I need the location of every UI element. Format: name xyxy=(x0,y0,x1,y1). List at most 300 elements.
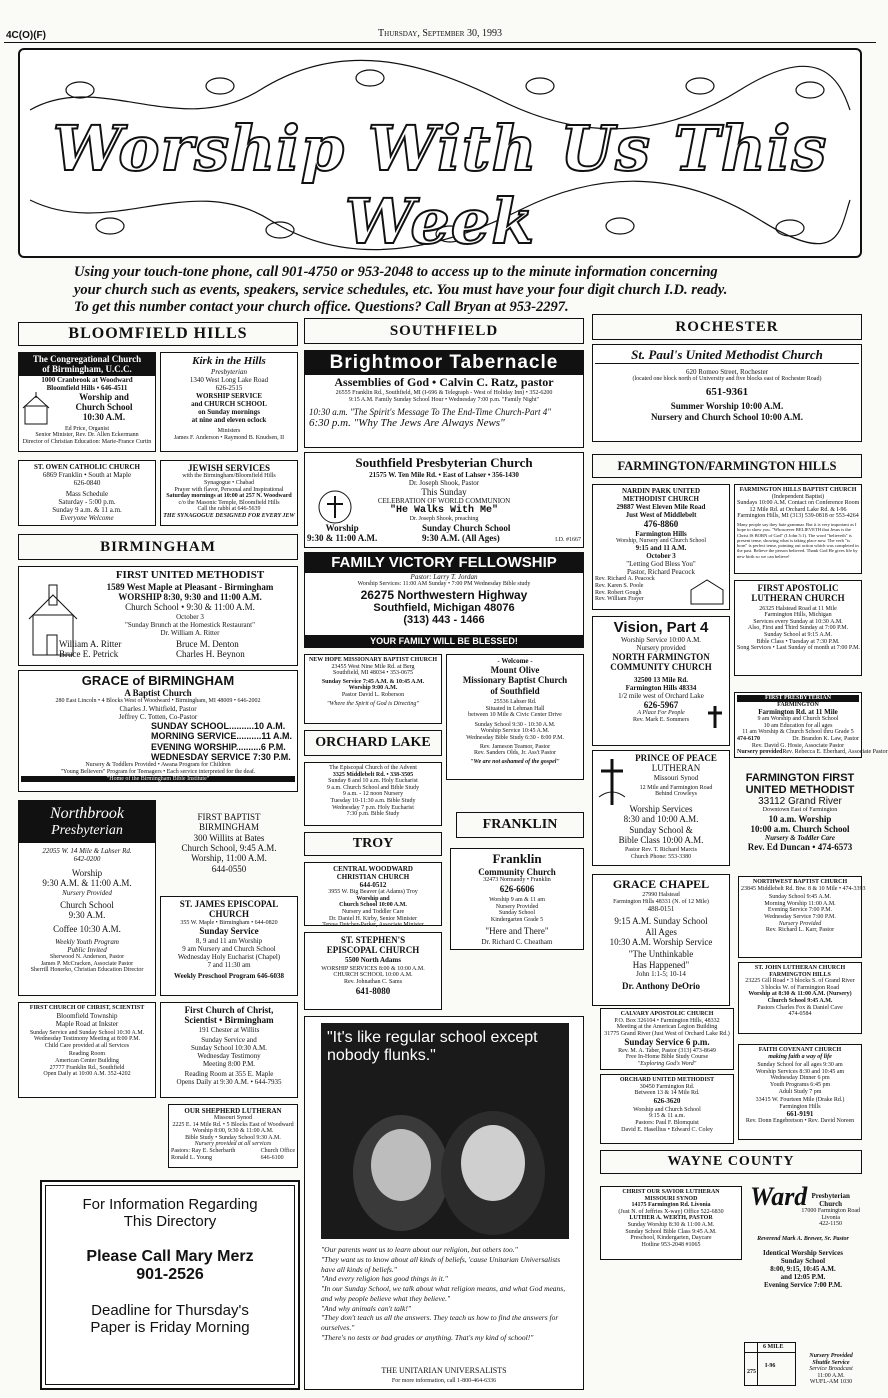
ad-text: (Independent Baptist) xyxy=(771,493,825,500)
ad-banner: YOUR FAMILY WILL BE BLESSED! xyxy=(305,635,583,647)
ad-northwest-baptist xyxy=(738,876,866,958)
ad-text: Sunday Service and Sunday School 10:30 A.M. xyxy=(29,1029,145,1036)
ad-text: October 3 xyxy=(176,612,204,621)
ad-text: Sunday School 9:30 - 10:30 A.M. xyxy=(474,721,556,728)
ad-title: FIRST UNITED METHODIST xyxy=(115,569,265,581)
ad-text: Reverend Mark A. Brewer, Sr. Pastor xyxy=(757,1236,849,1242)
contact-name: Please Call Mary Merz xyxy=(86,1248,254,1265)
ad-text: "The Unthinkable xyxy=(628,949,694,960)
ad-text: Nursery Provided xyxy=(809,1353,853,1360)
ad-text: Pastor, Richard Peacock xyxy=(627,568,695,577)
ad-text: 626-0840 xyxy=(73,479,101,488)
ad-title: FARMINGTON HILLS xyxy=(769,971,831,978)
ad-text: Worship at 8:30 & 11:00 A.M. (Nursery) xyxy=(748,991,852,998)
section-bloomfield-hills xyxy=(18,322,298,346)
ad-title: LUTHERAN xyxy=(651,763,701,774)
ad-text: Worship and xyxy=(356,895,390,902)
ad-text: 33112 Grand River xyxy=(758,796,842,807)
ad-text: CELEBRATION OF WORLD COMMUNION xyxy=(377,497,511,506)
ad-text: Worship 9:00 A.M. xyxy=(348,685,398,692)
ad-family-victory xyxy=(304,552,584,648)
ad-text: Wednesday Service 7:00 P.M. xyxy=(764,913,836,920)
ad-text: Nursery & Toddlers Provided • Awana Program for Children xyxy=(85,762,231,769)
ad-title: ST. JOHN LUTHERAN CHURCH xyxy=(754,965,846,971)
ad-text: Bible Study • Sunday School 9:30 A.M. xyxy=(185,1134,281,1141)
ad-text: Church Office xyxy=(260,1148,295,1155)
contact-phone: 901-2526 xyxy=(136,1266,204,1283)
ad-text: 10:00 a.m. Church School xyxy=(750,823,850,834)
ad-text: Worship xyxy=(325,523,359,534)
ad-text: A Place For People xyxy=(637,710,685,717)
ad-text: Presbyterian xyxy=(811,1192,850,1200)
section-orchard-lake xyxy=(304,730,442,756)
ad-title: NEW HOPE MISSIONARY BAPTIST CHURCH xyxy=(308,657,438,663)
ad-st-james xyxy=(160,896,298,996)
ad-text: Everyone Welcome xyxy=(60,514,114,523)
ad-text: 642-0200 xyxy=(73,855,101,864)
intro-line: To get this number contact your church office. Questions? Call Bryan at 953-2297. xyxy=(74,299,569,316)
ad-text: WUFL-AM 1030 xyxy=(809,1379,853,1386)
ad-text: Sunday 9 a.m. & 11 a.m. xyxy=(52,506,122,515)
ad-text: October 3 xyxy=(646,552,676,561)
ad-text: 9 am Worship and Church School xyxy=(757,716,839,723)
ad-text: CHURCH SCHOOL 10:00 A.M. xyxy=(333,972,413,979)
ad-text: Wednesday 7 p.m. Holy Eucharist xyxy=(332,804,414,811)
church-drawing xyxy=(687,576,727,606)
section-title: TROY xyxy=(352,836,394,851)
ad-text: WORSHIP SERVICE xyxy=(195,391,263,400)
ad-text: Southfield, Michigan 48076 xyxy=(373,601,515,614)
ad-text: 620 Romeo Street, Rochester xyxy=(685,368,769,376)
ad-text: Sunday Service and xyxy=(201,1035,257,1044)
ad-title: Community Church xyxy=(478,867,556,877)
ad-text: Sunday School xyxy=(780,1256,826,1265)
ad-text: Worship Service 10:45 A.M. xyxy=(480,728,550,735)
ad-title: FARMINGTON xyxy=(777,701,819,708)
ad-text: 9:30 A.M. xyxy=(68,910,106,921)
ad-text: 10:30 a.m. "The Spirit's Message To The End-Time Church-Part 4" xyxy=(309,407,552,418)
ad-text: 30450 Farmington Rd. xyxy=(639,1083,695,1090)
directory-info-text: This Directory xyxy=(123,1213,217,1230)
ad-text: Church School, 9:45 A.M. xyxy=(181,843,277,854)
ad-text: Also, First and Third Sunday at 7:00 P.M. xyxy=(747,625,849,632)
ad-ward-presbyterian xyxy=(744,1180,862,1390)
ad-text: Sherrill Honerko, Christian Education Director xyxy=(30,967,144,974)
ad-text: "They don't teach us all the answers. They teach us how to find the answers for ourselves." xyxy=(321,1313,559,1332)
ad-text: Worship, 11:00 A.M. xyxy=(191,853,267,864)
church-drawing xyxy=(19,392,53,426)
map-road-label: I-96 xyxy=(765,1363,776,1369)
ad-text: Nursery Provided xyxy=(778,920,822,927)
ad-st-owen xyxy=(18,460,156,526)
ad-text: 3 blocks W. of Farmington Road xyxy=(760,984,840,991)
ad-title: BIRMINGHAM xyxy=(198,822,259,833)
ad-text: 474-0584 xyxy=(788,1011,812,1018)
ad-orchard-umc xyxy=(600,1074,734,1144)
ad-title: PRINCE OF PEACE xyxy=(635,753,717,763)
ad-text: Pastors: Paul F. Blomquist xyxy=(635,1120,699,1127)
ad-text: Ministers xyxy=(217,427,241,434)
ad-text: 422-1150 xyxy=(819,1221,843,1228)
ad-text: Nursery and Toddler Care xyxy=(341,908,405,915)
map-road-label: 6 MILE xyxy=(763,1344,784,1350)
ad-text: Bible Class 10:00 A.M. xyxy=(618,834,704,845)
ad-text: Church School 10:00 A.M. xyxy=(339,902,407,909)
ad-text: and 12:05 P.M. xyxy=(780,1272,826,1281)
page-title: Worship With Us This Week xyxy=(52,112,828,258)
ad-text: Sunday Service 7:45 A.M. & 10:45 A.M. xyxy=(321,678,425,685)
ad-text: 27990 Halstead xyxy=(642,892,680,898)
ad-text: Bruce E. Petrick xyxy=(59,649,119,660)
ad-text: Farmington Hills xyxy=(779,1103,821,1110)
ad-title: Mount Olive xyxy=(490,665,540,676)
ad-text: Presbyterian xyxy=(211,367,247,376)
ad-text: Dr. Richard C. Cheatham xyxy=(481,938,553,946)
ad-title: ST. OWEN CATHOLIC CHURCH xyxy=(34,463,140,471)
ad-text: Sunday Church School xyxy=(422,523,511,534)
ad-text: Pastors Charles Fox & Daniel Cave xyxy=(757,1004,843,1011)
ad-text: 626-5967 xyxy=(643,699,679,710)
ad-text: 25536 Lahser Rd. xyxy=(493,699,537,706)
ad-text: Synagogue • Chabad xyxy=(203,479,255,486)
ad-text: William A. Ritter xyxy=(59,639,122,649)
ad-text: 27777 Franklin Rd., Southfield xyxy=(49,1064,125,1071)
ad-text: 626-3620 xyxy=(653,1096,681,1105)
ad-text: Nursery provided at all services xyxy=(194,1141,272,1148)
ad-title: of Birmingham, U.C.C. xyxy=(42,364,132,375)
ad-title: CHRIST OUR SAVIOR LUTHERAN xyxy=(622,1189,720,1195)
unitarian-headline: "It's like regular school except nobody flunks." xyxy=(327,1029,538,1064)
ad-text: James F. Anderson • Raymond B. Knudsen, II xyxy=(173,434,285,441)
ad-text: 9:30 & 11:00 A.M. xyxy=(307,533,378,544)
ad-text: "We are not ashamed of the gospel" xyxy=(470,758,560,765)
ad-text: Jeffrey C. Totten, Co-Pastor xyxy=(118,712,198,721)
ad-text: at nine and eleven oclock xyxy=(191,415,267,424)
ad-text: (Just N. of Jeffries X-way) Office 522-6830 xyxy=(618,1208,724,1215)
ad-title: FARMINGTON HILLS BAPTIST CHURCH xyxy=(739,487,857,493)
ad-text: making faith a way of life xyxy=(768,1053,832,1060)
ad-text: Farmington Hills 48334 xyxy=(625,683,697,692)
ad-text: 646-6100 xyxy=(260,1154,284,1161)
ad-text: Hotline 953-2048 #1065 xyxy=(641,1241,701,1248)
ad-vision-north-farmington xyxy=(592,616,730,746)
ad-text: Opens Daily at 9:30 A.M. • 644-7935 xyxy=(176,1077,282,1086)
ad-faith-covenant xyxy=(738,1044,862,1140)
ad-text: Weekly Youth Program xyxy=(55,937,119,946)
ad-text: Nursery Provided xyxy=(495,903,539,910)
ad-text: with the Birmingham/Bloomfield Hills xyxy=(182,473,276,480)
ad-text: 191 Chester at Willits xyxy=(198,1025,260,1034)
ad-title: CENTRAL WOODWARD xyxy=(333,865,413,873)
ad-text: 12 Mile and Farmington Road xyxy=(639,784,713,791)
ad-calvary-apostolic xyxy=(600,1008,734,1070)
ad-text: A Baptist Church xyxy=(124,688,192,698)
ad-text: Has Happened" xyxy=(632,959,690,970)
ad-text: Evening Service 7:00 P.M. xyxy=(763,1280,843,1289)
ad-text: For more information, call 1-800-464-6336 xyxy=(391,1378,497,1385)
ad-text: - Welcome - xyxy=(497,657,533,665)
ad-text: 9 a.m. Church School and Bible Study xyxy=(326,784,420,791)
ad-title: Scientist • Birmingham xyxy=(184,1015,274,1026)
ad-text: Rev. M. A. Taber, Pastor (313) 473-8649 xyxy=(618,1047,716,1054)
ad-text: Adult Study 7 pm xyxy=(778,1088,822,1095)
ad-text: Worship Services 8:30 and 10:45 am xyxy=(755,1068,845,1075)
ad-text: 8, 9 and 11 am Worship xyxy=(195,936,263,945)
ad-text: Rev. Karen S. Poole xyxy=(595,582,644,589)
ad-text: Livonia xyxy=(821,1214,840,1221)
page-date: Thursday, September 30, 1993 xyxy=(378,28,502,39)
ad-text: Nursery & Toddler Care xyxy=(765,834,835,843)
ad-text: Mass Schedule xyxy=(65,490,109,499)
ad-first-church-christ-birmingham xyxy=(160,1002,298,1098)
ad-text: SUNDAY SCHOOL..........10 A.M. xyxy=(151,721,286,732)
ad-text: Farmington Hills, MI (313) 539-0818 or 553-4264 xyxy=(737,513,859,520)
ad-text: Church School xyxy=(75,402,133,413)
ad-text: 641-8080 xyxy=(355,985,391,996)
ad-text: Church School 9:45 A.M. xyxy=(767,997,833,1004)
ad-text: Morning Worship 11:00 A.M. xyxy=(764,900,836,907)
ad-text: Saturday mornings at 10:00 at 257 N. Woodward xyxy=(166,493,292,500)
ad-text: 5500 North Adams xyxy=(344,955,401,964)
intro-line: your church such as events, speakers, service schedules, etc. You must have your four digit church I.D. ready. xyxy=(74,281,728,298)
ad-text: 355 W. Maple • Birmingham • 644-0820 xyxy=(180,919,278,926)
ad-text: "Sunday Brunch at the Homestick Restaurant" xyxy=(125,620,255,629)
ad-text: Worship and Church School xyxy=(633,1106,701,1113)
ad-text: Director of Christian Education: Marie-France Curtin xyxy=(22,438,152,445)
ad-text: I.D. #1667 xyxy=(555,537,581,544)
ad-text: Sunday Service xyxy=(199,926,259,937)
ad-text: 33415 W. Fourteen Mile (Drake Rd.) xyxy=(755,1097,845,1104)
ad-title: Northbrook xyxy=(49,805,125,822)
ad-text: Shuttle Service xyxy=(812,1359,850,1366)
ad-southfield-presbyterian xyxy=(304,452,584,548)
ad-text: "In our Sunday School, we talk about what religion means, and what God means, and why people believe what they believe." xyxy=(321,1284,566,1303)
ad-title: ST. STEPHEN'S xyxy=(340,935,406,945)
ad-text: 661-9191 xyxy=(786,1110,814,1119)
section-troy xyxy=(304,832,442,856)
photo-children xyxy=(321,1023,569,1239)
deadline-text: Deadline for Thursday's xyxy=(91,1302,249,1319)
ad-first-united-methodist xyxy=(18,566,298,666)
ad-text: Worship 9 am & 11 am xyxy=(489,897,545,904)
ad-text: 1/2 mile west of Orchard Lake xyxy=(618,691,704,700)
ad-text: 6:30 p.m. "Why The Jews Are Always News" xyxy=(309,417,505,430)
ad-new-hope xyxy=(304,654,442,724)
ad-text: David E. Hasellius • Edward C. Coley xyxy=(621,1126,713,1133)
ad-text: Reading Room at 355 E. Maple xyxy=(184,1069,274,1078)
ad-text: Sherwood N. Anderson, Pastor xyxy=(49,953,125,960)
ad-title: FAMILY VICTORY FELLOWSHIP xyxy=(305,553,583,573)
section-title: FRANKLIN xyxy=(482,817,558,832)
ad-title: OUR SHEPHERD LUTHERAN xyxy=(184,1107,282,1115)
ad-text: 26325 Halstead Road at 11 Mile xyxy=(759,605,837,612)
section-title: WAYNE COUNTY xyxy=(667,1154,795,1169)
ad-text: "He Walks With Me" xyxy=(389,505,499,517)
ad-text: Teresa Dutcher-Parker, Associate Minister xyxy=(322,922,424,929)
ad-title: St. Paul's United Methodist Church xyxy=(595,347,859,364)
ad-text: 21575 W. Ten Mile Rd. • East of Lahser • 356-1430 xyxy=(369,471,519,479)
ad-text: 9:30 A.M. & 11:00 A.M. xyxy=(42,878,132,889)
ad-text: 29887 West Eleven Mile Road xyxy=(616,503,706,512)
ad-text: 8:00, 9:15, 10:45 A.M. xyxy=(770,1264,836,1273)
ad-text: Prayer with flavor, Personal and Inspirational xyxy=(174,486,284,493)
ad-text: Worship xyxy=(71,868,103,879)
ad-text: Nursery provided xyxy=(636,644,686,653)
section-rochester xyxy=(592,314,862,340)
ad-text: 23225 Gill Road • 3 blocks S. of Grand River xyxy=(745,978,855,985)
ad-text: 9:30 A.M. (All Ages) xyxy=(422,533,500,544)
ad-text: Maple Road at Inkster xyxy=(55,1019,119,1028)
ad-text: 1340 West Long Lake Road xyxy=(189,375,269,384)
ad-title: The Congregational Church xyxy=(32,354,142,364)
ad-sponsor: THE UNITARIAN UNIVERSALISTS xyxy=(381,1366,507,1375)
ad-text: 17000 Farmington Road xyxy=(801,1208,860,1215)
ad-text: 474-6170 xyxy=(737,736,760,743)
ad-text: LUTHER A. WERTH, PASTOR xyxy=(629,1215,713,1222)
ad-text: Rev. Donn Engebretson • Rev. David Noreen xyxy=(745,1118,855,1125)
ad-text: Downtown East of Farmington xyxy=(762,807,838,813)
ad-text: Worship 8:00, 9:30 & 11:00 A.M. xyxy=(192,1128,274,1135)
ad-text: Sunday Worship 8:30 & 11:00 A.M. xyxy=(627,1221,715,1228)
ad-title: of Southfield xyxy=(490,685,540,696)
ad-text: Farmington Hills xyxy=(635,529,687,538)
ad-text: 9:15 & 11 a.m. xyxy=(649,1113,685,1120)
ad-text: Many people say they hate grammar. But it is very important as I hope to show you. "Whosoever BELIEVETH that Jesus is the Christ IS BORN of God" (I John 5:1). The word "believeth" is present tense, showing what is taking place now. The verb "is born" is perfect tense, pointing out action which was completed in the past. Believe the person believed. Thank God He gives life by new birth so we can believe! xyxy=(737,521,859,559)
ad-text: 32500 13 Mile Rd. xyxy=(633,675,689,684)
ad-unitarian xyxy=(304,1016,584,1390)
ad-text: 10 a.m. Worship xyxy=(768,813,832,824)
ad-text: 9:15 and 11 A.M. xyxy=(635,544,687,553)
ad-text: 14175 Farmington Rd. Livonia xyxy=(631,1202,711,1209)
ad-text: "Home of the Birmingham Bible Institute" xyxy=(21,776,295,783)
ad-text: 23455 West Nine Mile Rd. at Berg xyxy=(331,663,415,670)
map-road-label: 275 xyxy=(747,1369,756,1375)
ad-text: Dr. Joseph Shook, preaching xyxy=(409,516,479,523)
seal-icon xyxy=(317,489,353,525)
ad-text: 626-2515 xyxy=(215,383,243,392)
ad-text: 7 and 11:30 am xyxy=(207,960,251,969)
ad-title: Southfield Presbyterian Church xyxy=(355,455,533,470)
ad-text: Meeting at the American Legion Building xyxy=(616,1024,718,1031)
ad-text: "Where the Spirit of God is Directing" xyxy=(327,700,419,707)
ad-text: 12 Mile Rd. at Orchard Lake Rd. & I-96 xyxy=(749,506,847,513)
ad-text: Tuesday 10-11:30 a.m. Bible Study xyxy=(330,797,416,804)
ad-text: Ronald L. Young xyxy=(171,1154,213,1161)
ad-franklin-community xyxy=(450,848,584,950)
ad-title: ORCHARD UNITED METHODIST xyxy=(619,1077,715,1083)
ad-text: Sunday School & xyxy=(629,824,693,835)
ad-text: Free In-Home Bible Study Course xyxy=(625,1054,709,1061)
ad-text: 26275 Northwestern Highway xyxy=(360,587,528,602)
ad-title: METHODIST CHURCH xyxy=(623,495,699,504)
ad-text: Sunday School at 9:15 A.M. xyxy=(763,632,832,639)
cross-icon xyxy=(597,757,627,807)
ad-text: 488-0151 xyxy=(647,905,675,914)
ad-text: Rev. Sanders Olds, Jr. Ass't Pastor xyxy=(473,750,557,757)
ad-title: FIRST PRESBYTERIAN xyxy=(737,695,859,702)
ad-text: Sundays 10:00 A.M. Contact on Conference Room xyxy=(737,500,860,507)
ad-text: "Exploring God's Word" xyxy=(637,1060,697,1067)
ad-title: Missionary Baptist Church xyxy=(462,675,568,686)
ad-text: 1000 Cranbrook at Woodward xyxy=(41,375,133,384)
cross-icon xyxy=(705,705,725,729)
ad-st-stephens xyxy=(304,932,442,1010)
page-rule xyxy=(4,42,876,43)
ad-text: Dr. Joseph Shook, Pastor xyxy=(408,479,480,488)
ad-text: "Here and There" xyxy=(485,925,549,936)
ad-title: The Episcopal Church of the Advent xyxy=(329,765,417,771)
ad-text: 280 East Lincoln • 4 Blocks West of Woodward • Birmingham, MI 48009 • 646-2002 xyxy=(55,698,261,705)
ad-title: Brightmoor Tabernacle xyxy=(305,351,583,375)
ad-text: between 10 Mile & Civic Center Drive xyxy=(468,712,562,719)
directory-info-text: For Information Regarding xyxy=(82,1196,258,1213)
ad-title: First Church of Christ, xyxy=(184,1005,274,1015)
ad-text: Worship Services xyxy=(629,803,693,814)
ad-text: COMMUNITY CHURCH xyxy=(610,662,712,673)
ad-text: THE SYNAGOGUE DESIGNED FOR EVERY JEW xyxy=(163,512,295,519)
ad-text: Rev. Jameson Teamor, Pastor xyxy=(479,743,551,750)
ad-text: Dr. William A. Ritter xyxy=(160,628,220,637)
ad-text: Youth Programs 6:45 pm xyxy=(769,1081,831,1088)
ad-text: Rev. Rebecca E. Eberhard, Associate Pastor xyxy=(782,749,888,756)
ad-text: Child Care provided at all Services xyxy=(44,1042,130,1049)
ad-text: Rev. Richard L. Karr, Pastor xyxy=(765,927,835,934)
ad-text: P.O. Box 326104 • Farmington Hills, 48332 xyxy=(614,1017,720,1024)
ad-brightmoor xyxy=(304,350,584,448)
section-southfield xyxy=(304,318,584,344)
ad-text: Bible Class • Tuesday at 7:30 P.M. xyxy=(756,638,840,645)
ad-northbrook xyxy=(18,800,156,996)
ad-text: Just West of Middlebelt xyxy=(625,511,697,520)
ad-text: Pastor David L. Roberson xyxy=(341,691,405,698)
ad-grace-chapel xyxy=(592,874,730,1006)
ad-title: LUTHERAN CHURCH xyxy=(751,593,845,604)
ad-first-apostolic xyxy=(734,580,862,676)
section-title: ORCHARD LAKE xyxy=(315,735,431,750)
ad-title: ST. JAMES EPISCOPAL xyxy=(179,899,279,909)
ad-text: Church Phone: 553-3380 xyxy=(630,853,692,860)
ad-text: Wednesday Bible Study 6:30 - 8:00 P.M. xyxy=(466,735,564,742)
ad-text: 644-0512 xyxy=(359,881,387,890)
ad-text: "And why animals can't talk!" xyxy=(321,1303,411,1313)
ad-text: Worship Service 10:00 A.M. xyxy=(620,636,702,644)
ad-first-presbyterian-farmington xyxy=(734,692,888,758)
ad-text: Preschool, Kindergarten, Daycare xyxy=(630,1235,712,1242)
ad-text: Church School xyxy=(60,899,114,910)
ad-text: "Young Believers" Program for Teenagers • Each service interpreted for the deaf. xyxy=(60,769,256,775)
ad-st-john-lutheran xyxy=(738,962,862,1034)
ad-text: All Ages xyxy=(645,926,677,937)
ad-text: Reading Room xyxy=(68,1051,106,1058)
ad-title: EPISCOPAL CHURCH xyxy=(326,945,420,956)
ad-title: GRACE of BIRMINGHAM xyxy=(81,673,235,688)
ad-text: Sunday School 10:30 A.M. xyxy=(190,1043,268,1052)
ad-text: Bloomfield Hills • 646-4511 xyxy=(46,383,128,392)
ad-st-pauls xyxy=(592,344,862,442)
ad-text: Dr. Daniel H. Kirby, Senior Minister xyxy=(329,915,417,922)
ad-text: Senior Minister, Rev. Dr. Allen Eckermann xyxy=(35,432,139,439)
section-birmingham xyxy=(18,534,298,560)
deadline-text: Paper is Friday Morning xyxy=(90,1319,250,1336)
ad-text: Rev. Ed Duncan • 474-6573 xyxy=(747,842,853,853)
ad-text: Sunday School for all ages 9:30 am xyxy=(757,1062,843,1069)
ad-text: American Center Building xyxy=(55,1058,119,1065)
ad-text: Wednesday Holy Eucharist (Chapel) xyxy=(177,952,281,961)
ad-text: Pastors: Ray E. Scherbarth xyxy=(171,1148,236,1155)
ad-text: James P. McCracken, Associate Pastor xyxy=(40,960,134,967)
ad-text: 10:30 A.M. Worship Service xyxy=(609,936,713,947)
ad-mount-olive xyxy=(446,654,584,780)
